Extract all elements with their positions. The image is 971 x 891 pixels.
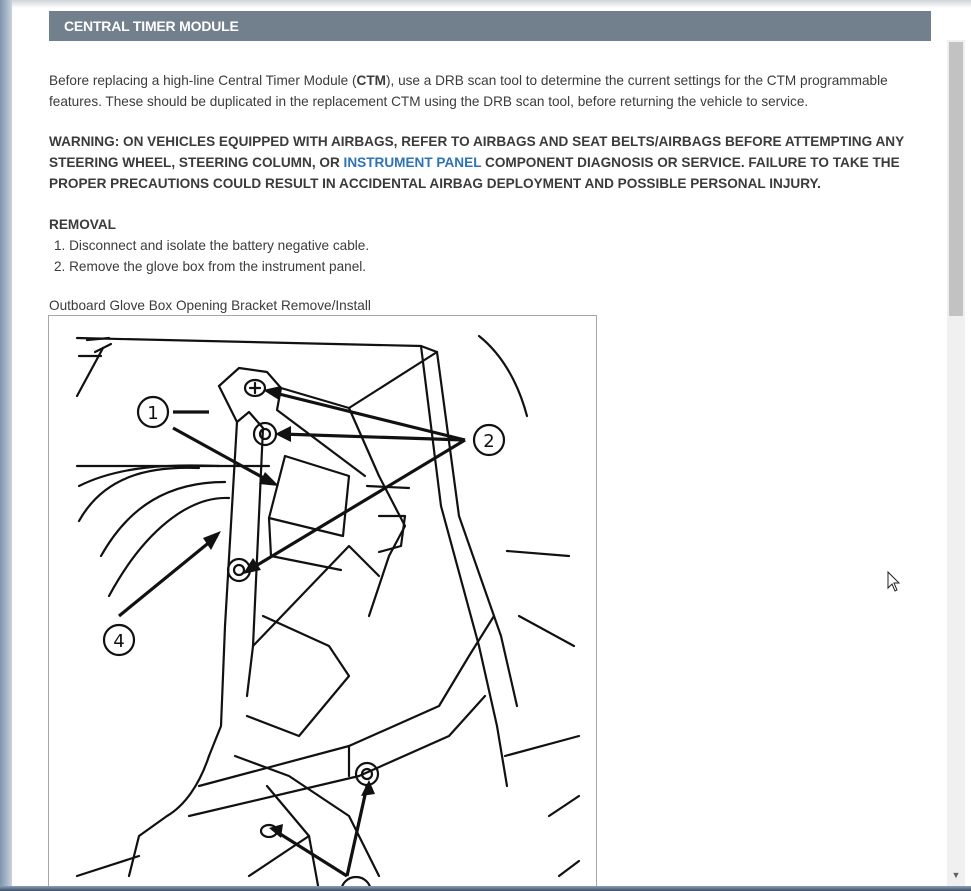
section-header: CENTRAL TIMER MODULE — [49, 11, 931, 41]
warning-paragraph — [49, 131, 939, 194]
step-item: 2. Remove the glove box from the instrument panel. — [54, 259, 367, 274]
mouse-pointer-icon — [887, 571, 901, 593]
vertical-scrollbar[interactable] — [947, 40, 965, 886]
figure-caption: Outboard Glove Box Opening Bracket Remove/Install — [49, 298, 371, 313]
document-window — [12, 0, 971, 886]
removal-steps — [49, 235, 369, 277]
removal-heading: REMOVAL — [49, 217, 116, 232]
window-left-edge — [0, 0, 12, 891]
intro-text-2: ), use a DRB scan tool to determine the current settings for the CTM programmable features. These should be duplicated in the replacement CTM using the DRB scan tool, before returning the vehicle to service. — [49, 73, 888, 109]
callout-2b-circle — [341, 877, 371, 886]
scrollbar-thumb[interactable] — [949, 42, 963, 316]
intro-ctm-abbrev: CTM — [356, 73, 386, 88]
instrument-panel-link[interactable]: INSTRUMENT PANEL — [343, 155, 482, 170]
callout-2-label: 2 — [483, 431, 495, 452]
step-item: 1. Disconnect and isolate the battery negative cable. — [54, 238, 370, 253]
warning-text-2: COMPONENT DIAGNOSIS OR SERVICE. FAILURE TO TAKE THE PROPER PRECAUTIONS COULD RESULT IN ACCIDENTAL AIRBAG DEPLOYMENT AND POSSIBLE PERSONAL INJURY. — [49, 155, 900, 191]
top-shadow — [12, 0, 971, 8]
window-bottom-edge — [0, 886, 971, 891]
bracket-line-drawing — [49, 316, 596, 886]
callout-1-label: 1 — [147, 403, 159, 424]
intro-text-1: Before replacing a high-line Central Timer Module ( — [49, 73, 357, 88]
warning-text-1: WARNING: ON VEHICLES EQUIPPED WITH AIRBAGS, REFER TO AIRBAGS AND SEAT BELTS/AIRBAGS BEFORE ATTEMPTING ANY STEERING WHEEL, STEERING COLUMN, OR — [49, 134, 904, 170]
intro-paragraph — [49, 70, 939, 112]
callout-4-label: 4 — [113, 631, 125, 652]
figure-bracket-illustration[interactable] — [48, 315, 597, 886]
scroll-down-arrow-icon[interactable]: ▼ — [951, 870, 961, 880]
